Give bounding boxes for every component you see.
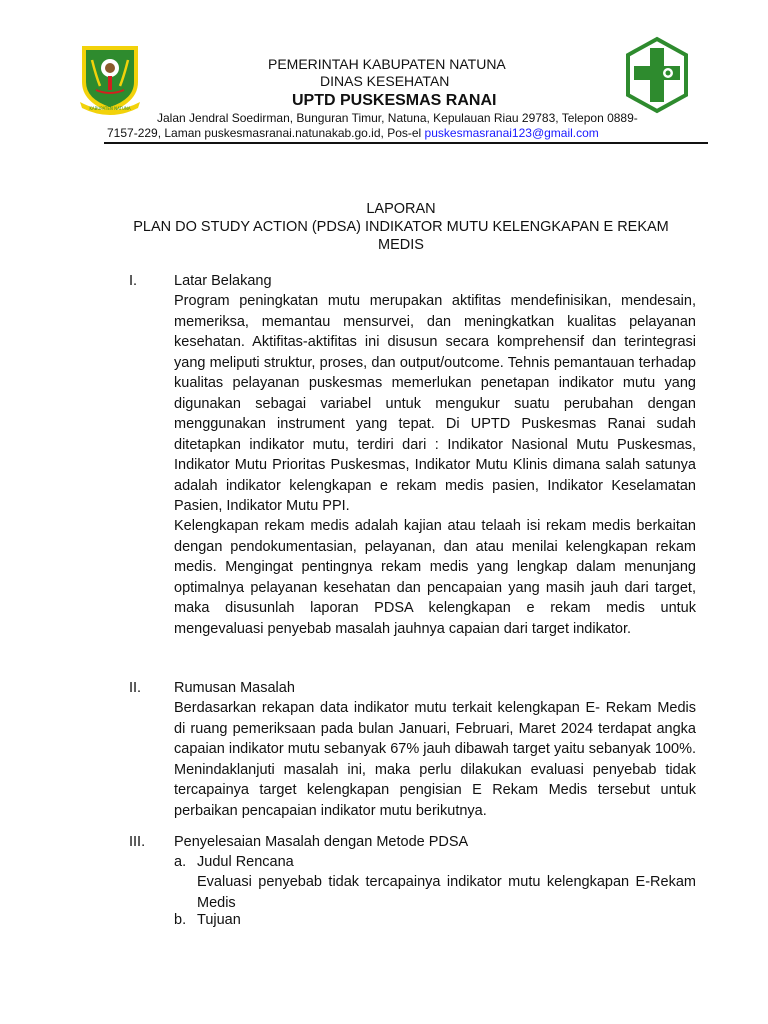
list-item-label: Judul Rencana — [197, 854, 294, 870]
section-heading: Penyelesaian Masalah dengan Metode PDSA — [174, 834, 469, 850]
paragraph: Program peningkatan mutu merupakan aktifitas mendefinisikan, mendesain, memeriksa, memantau mensurvei, dan meningkatkan kualitas pelayanan kesehatan. Aktifitas-aktifitas ini disusun secara komprehensif dan terintegrasi yang meliputi struktur, proses, dan output/outcome. Tehnis pemantauan terhadap kualitas pelayanan puskesmas memerlukan penetapan indikator mutu yang digunakan sebagai variabel untuk mengukur suatu perubahan dengan menggunakan instrument yang tepat. Di UPTD Puskesmas Ranai sudah ditetapkan indikator mutu, terdiri dari : Indikator Nasional Mutu Puskesmas, Indikator Mutu Prioritas Puskesmas, Indikator Mutu Klinis dimana salah satunya adalah indikator kelengkapan e rekam medis pasien, Indikator Keselamatan Pasien, Indikator Mutu PPI. — [174, 293, 696, 514]
letterhead-address-line-1: Jalan Jendral Soedirman, Bunguran Timur, Natuna, Kepulauan Riau 29783, Telepon 0889- — [157, 111, 638, 125]
puskesmas-logo-icon — [624, 36, 690, 114]
paragraph: Berdasarkan rekapan data indikator mutu terkait kelengkapan E- Rekam Medis di ruang pemeriksaan pada bulan Januari, Februari, Maret 2024 terdapat angka capaian indikator mutu sebanyak 67% jauh dibawah target yaitu sebanyak 100%. Menindaklanjuti masalah ini, maka perlu dilakukan evaluasi penyebab tidak tercapainya target kelengkapan pengisian E Rekam Medis tersebut untuk perbaikan pencapaian indikator mutu berikutnya. — [174, 700, 696, 819]
list-item-label: Tujuan — [197, 912, 241, 928]
crest-ribbon-text: KABUPATEN NATUNA — [89, 106, 131, 111]
section-number: II. — [129, 680, 142, 696]
list-item-text: Evaluasi penyebab tidak tercapainya indikator mutu kelengkapan E-Rekam Medis — [197, 874, 696, 911]
section-heading: Rumusan Masalah — [174, 680, 295, 696]
paragraph: Kelengkapan rekam medis adalah kajian atau telaah isi rekam medis berkaitan dengan pendokumentasian, pelayanan, dan atau menilai kelengkapan rekam medis. Mengingat pentingnya rekam medis yang lengkap dalam menunjang optimalnya pelayanan kesehatan dan pencapaian yang masih jauh dari target, maka disusunlah laporan PDSA kelengkapan e rekam medis untuk mengevaluasi penyebab masalah jauhnya capaian dari target indikator. — [174, 518, 696, 637]
section-heading: Latar Belakang — [174, 273, 272, 289]
natuna-regency-crest-icon — [78, 42, 142, 116]
section-number: III. — [129, 834, 146, 850]
email-link[interactable]: puskesmasranai123@gmail.com — [424, 126, 599, 140]
letterhead-agency: DINAS KESEHATAN — [320, 73, 450, 89]
letterhead-government: PEMERINTAH KABUPATEN NATUNA — [268, 56, 506, 72]
section-number: I. — [129, 273, 138, 289]
letterhead-unit: UPTD PUSKESMAS RANAI — [292, 92, 497, 109]
list-item-letter: a. — [174, 854, 187, 870]
report-subtitle-line-2: MEDIS — [378, 237, 424, 253]
letterhead-address-line-2 — [107, 126, 599, 140]
address-website: 7157-229, Laman puskesmasranai.natunakab.go.id, Pos-el — [107, 126, 425, 140]
list-item-letter: b. — [174, 912, 187, 928]
report-subtitle-line-1: PLAN DO STUDY ACTION (PDSA) INDIKATOR MUTU KELENGKAPAN E REKAM — [133, 219, 669, 235]
letterhead-divider — [104, 142, 708, 144]
report-title: LAPORAN — [366, 201, 436, 217]
